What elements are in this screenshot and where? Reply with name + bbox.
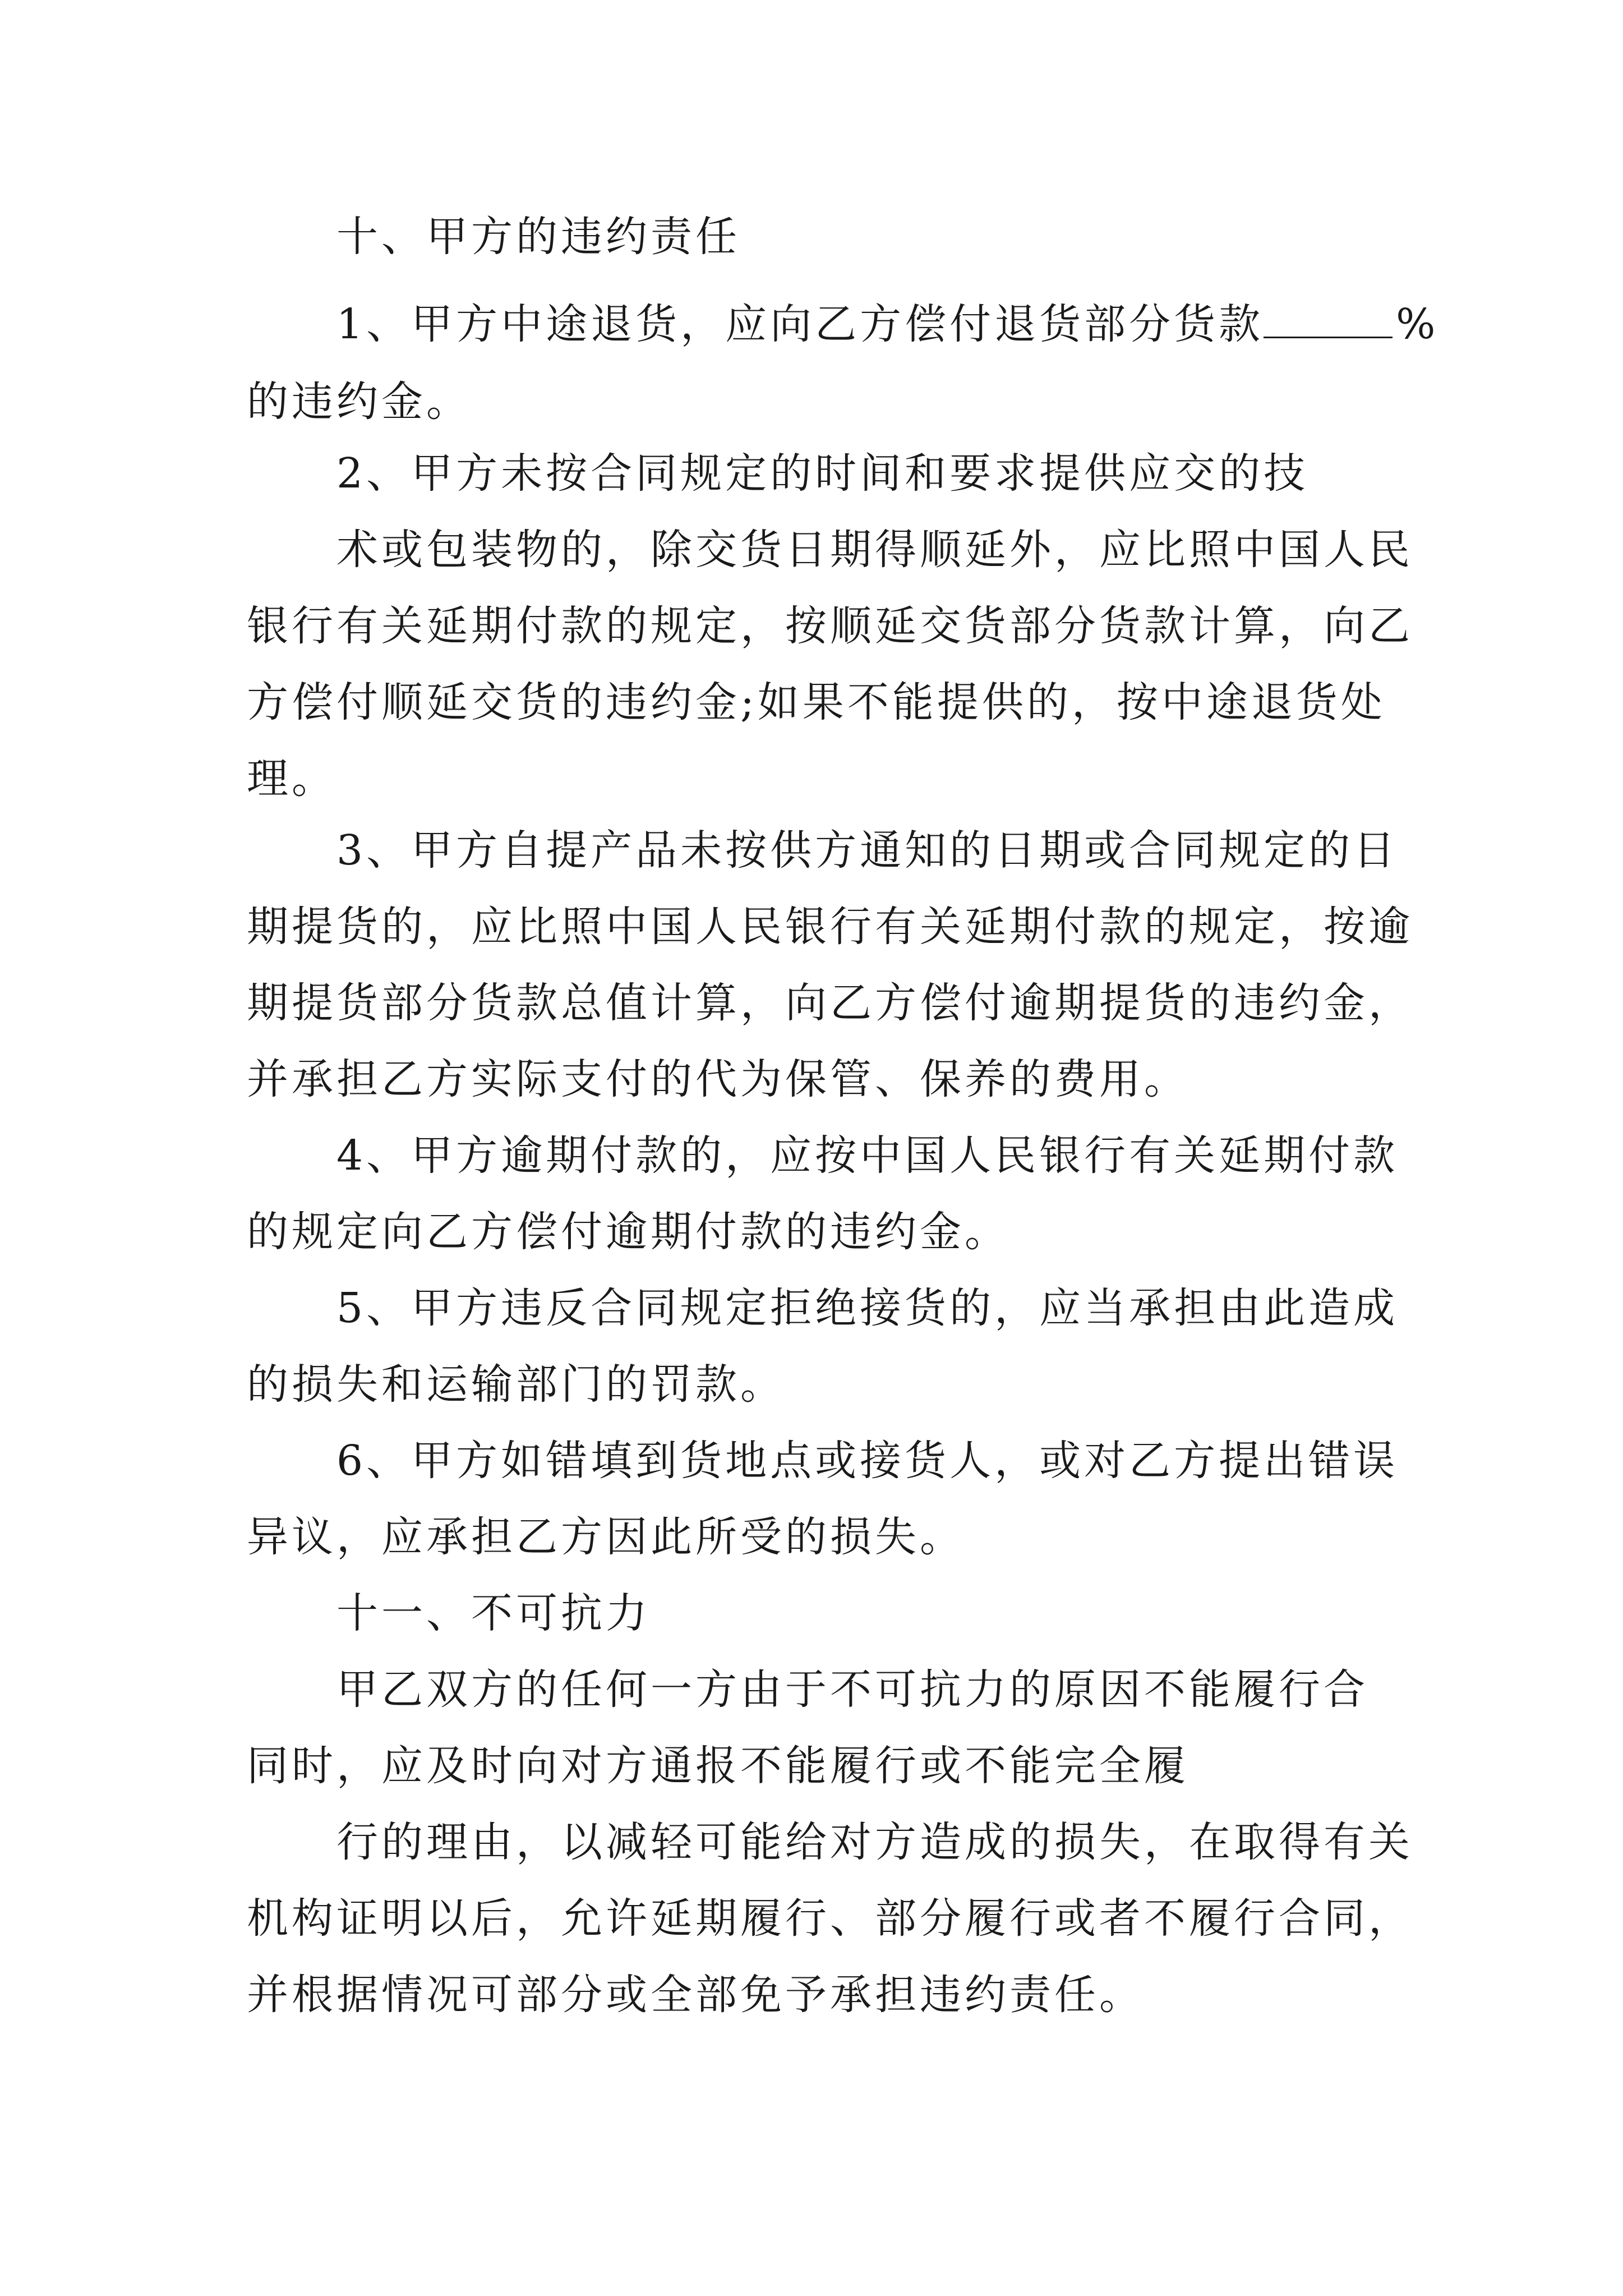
clause-1-line-2	[247, 374, 471, 430]
section-heading-breach-party-a	[336, 209, 740, 265]
clause-2-line-1	[336, 445, 1308, 501]
text-line: 5、甲方违反合同规定拒绝接货的，应当承担由此造成	[336, 1284, 1399, 1332]
clause-5-line-1	[336, 1280, 1398, 1336]
force-majeure-line-3	[336, 1814, 1413, 1870]
clause-2-line-4	[247, 674, 1386, 730]
clause-2-line-2	[336, 522, 1413, 578]
text-line: 期提货部分货款总值计算，向乙方偿付逾期提货的违约金，	[247, 979, 1413, 1027]
text-line: 方偿付顺延交货的违约金;如果不能提供的，按中途退货处	[247, 678, 1386, 726]
clause-3-line-3	[247, 975, 1413, 1031]
clause-3-line-4	[247, 1051, 1189, 1107]
text-line: 理。	[247, 754, 336, 803]
text-line: 银行有关延期付款的规定，按顺延交货部分货款计算，向乙	[247, 602, 1413, 650]
clause-3-line-2	[247, 899, 1413, 955]
clause-2-line-3	[247, 598, 1413, 654]
text-line: 期提货的，应比照中国人民银行有关延期付款的规定，按逾	[247, 903, 1413, 951]
text-line: 的违约金。	[247, 378, 471, 426]
text-line: 1、甲方中途退货，应向乙方偿付退货部分货款	[336, 300, 1264, 348]
force-majeure-line-1	[336, 1662, 1368, 1718]
clause-6-line-2	[247, 1509, 965, 1565]
text-line: 的规定向乙方偿付逾期付款的违约金。	[247, 1208, 1009, 1256]
text-line: 4、甲方逾期付款的，应按中国人民银行有关延期付款	[336, 1131, 1399, 1180]
text-line: 十、甲方的违约责任	[336, 213, 740, 261]
clause-4-line-1	[336, 1128, 1398, 1184]
text-line: 并根据情况可部分或全部免予承担违约责任。	[247, 1971, 1144, 2019]
force-majeure-line-5	[247, 1967, 1144, 2023]
text-line: 异议，应承担乙方因此所受的损失。	[247, 1513, 965, 1561]
text-line: 3、甲方自提产品未按供方通知的日期或合同规定的日	[336, 826, 1399, 875]
clause-6-line-1	[336, 1433, 1398, 1489]
text-line: 6、甲方如错填到货地点或接货人，或对乙方提出错误	[336, 1437, 1399, 1485]
text-line: 术或包装物的，除交货日期得顺延外，应比照中国人民	[336, 526, 1413, 574]
percent-sign: %	[1396, 300, 1439, 348]
clause-5-line-2	[247, 1356, 785, 1412]
section-heading-force-majeure	[336, 1585, 651, 1641]
clause-2-line-5	[247, 751, 336, 807]
force-majeure-line-2	[247, 1738, 1189, 1794]
force-majeure-line-4	[247, 1890, 1413, 1947]
clause-1-line-1	[336, 296, 1438, 352]
text-line: 甲乙双方的任何一方由于不可抗力的原因不能履行合	[336, 1665, 1368, 1714]
text-line: 十一、不可抗力	[336, 1589, 651, 1637]
clause-3-line-1	[336, 822, 1398, 878]
fill-in-blank[interactable]	[1264, 302, 1393, 338]
text-line: 的损失和运输部门的罚款。	[247, 1360, 785, 1409]
text-line: 2、甲方未按合同规定的时间和要求提供应交的技	[336, 449, 1309, 498]
text-line: 同时，应及时向对方通报不能履行或不能完全履	[247, 1742, 1189, 1790]
text-line: 并承担乙方实际支付的代为保管、保养的费用。	[247, 1055, 1189, 1103]
text-line: 行的理由，以减轻可能给对方造成的损失，在取得有关	[336, 1818, 1413, 1866]
clause-4-line-2	[247, 1204, 1009, 1260]
text-line: 机构证明以后，允许延期履行、部分履行或者不履行合同，	[247, 1894, 1413, 1943]
